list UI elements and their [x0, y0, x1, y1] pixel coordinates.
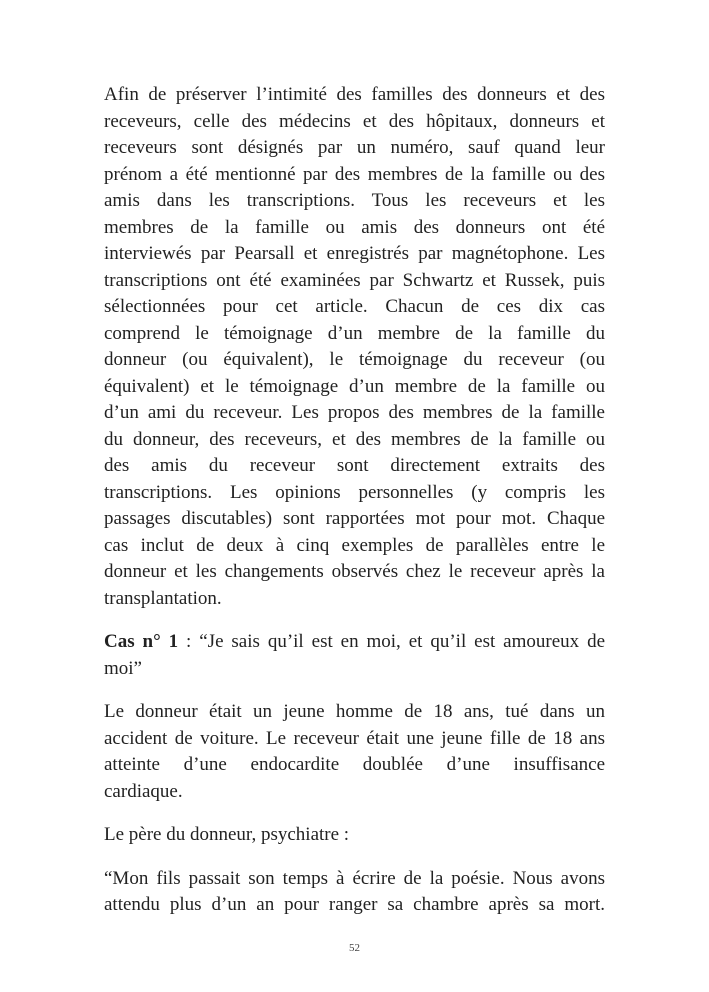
page-number: 52 [349, 942, 360, 954]
text-line: équivalent) et le témoignage d’un membre de la famille ou [104, 375, 605, 397]
text-line: donneur (ou équivalent), le témoignage du receveur (ou [104, 349, 605, 370]
case-title: : “Je sais qu’il est en moi, et qu’il est amoureux de [178, 631, 605, 652]
paragraph [104, 82, 605, 612]
text-line: Afin de préserver l’intimité des familles des donneurs et des [104, 84, 605, 105]
text-line: comprend le témoignage d’un membre de la famille du [104, 322, 605, 344]
text-line: passages discutables) sont rapportées mot pour mot. Chaque [104, 508, 605, 529]
paragraph [104, 699, 605, 805]
case-number: Cas n° 1 [104, 631, 179, 652]
text-line: transcriptions ont été examinées par Schwartz et Russek, puis [104, 269, 605, 291]
text-line: prénom a été mentionné par des membres de la famille ou des [104, 163, 605, 185]
text-line [104, 629, 605, 656]
text-line: sélectionnées pour cet article. Chacun de ces dix cas [104, 296, 605, 317]
text-line: “Mon fils passait son temps à écrire de la poésie. Nous avons [104, 867, 605, 889]
paragraph [104, 822, 605, 849]
text-line: Le père du donneur, psychiatre : [104, 824, 350, 845]
text-line: transplantation. [104, 587, 222, 609]
case-heading [104, 629, 605, 682]
text-line: cardiaque. [104, 780, 183, 802]
text-line: moi” [104, 657, 142, 679]
text-line: transcriptions. Les opinions personnelles (y compris les [104, 481, 605, 503]
text-line: accident de voiture. Le receveur était une jeune fille de 18 ans [104, 727, 605, 749]
text-line: atteinte d’une endocardite doublée d’une insuffisance [104, 754, 605, 775]
paragraph [104, 866, 605, 919]
text-line: membres de la famille ou amis des donneurs ont été [104, 216, 605, 238]
text-line: du donneur, des receveurs, et des membres de la famille ou [104, 428, 605, 450]
text-line: Le donneur était un jeune homme de 18 ans, tué dans un [104, 701, 605, 722]
document-body [104, 82, 605, 936]
text-line: donneur et les changements observés chez le receveur après la [104, 561, 605, 582]
text-line: interviewés par Pearsall et enregistrés par magnétophone. Les [104, 243, 605, 264]
text-line: attendu plus d’un an pour ranger sa chambre après sa mort. [104, 894, 605, 915]
text-line: d’un ami du receveur. Les propos des membres de la famille [104, 402, 605, 423]
text-line: receveurs sont désignés par un numéro, sauf quand leur [104, 137, 605, 158]
text-line: des amis du receveur sont directement extraits des [104, 455, 605, 476]
text-line: amis dans les transcriptions. Tous les receveurs et les [104, 190, 605, 211]
text-line: cas inclut de deux à cinq exemples de parallèles entre le [104, 534, 605, 556]
text-line: receveurs, celle des médecins et des hôpitaux, donneurs et [104, 110, 605, 132]
